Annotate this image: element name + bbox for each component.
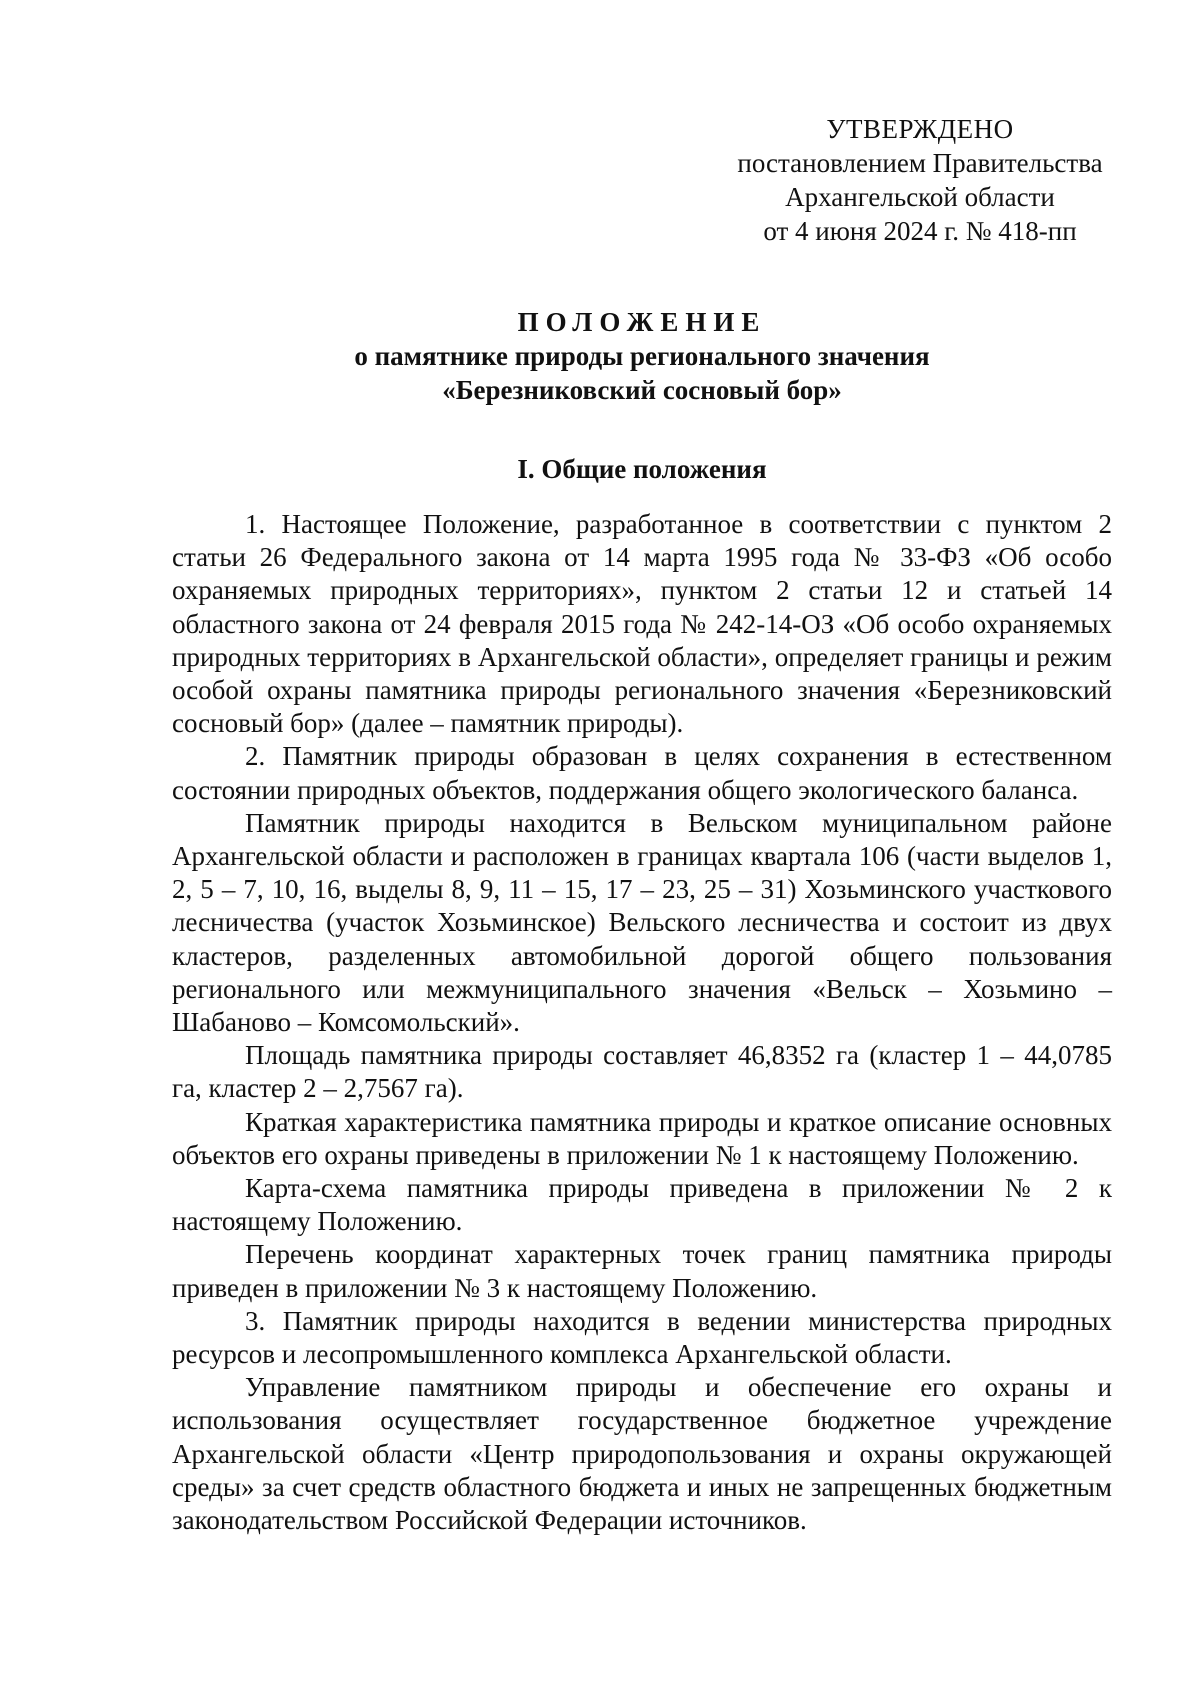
document-subtitle-1: о памятнике природы регионального значения: [354, 341, 930, 371]
paragraph: 2. Памятник природы образован в целях сохранения в естественном состоянии природных объектов, поддержания общего экологического баланса.: [172, 741, 1112, 805]
document-title: ПОЛОЖЕНИЕ: [517, 307, 767, 337]
paragraph: Площадь памятника природы составляет 46,8352 га (кластер 1 – 44,0785 га, кластер 2 – 2,7567 га).: [172, 1040, 1112, 1104]
document-title-block: [172, 305, 1112, 407]
paragraph: Памятник природы находится в Вельском муниципальном районе Архангельской области и расположен в границах квартала 106 (части выделов 1, 2, 5 – 7, 10, 16, выделы 8, 9, 11 – 15, 17 – 23, 25 – 31) Хозьминского участкового лесничества (участок Хозьминское) Вельского лесничества и состоит из двух кластеров, разделенных автомобильной дорогой общего пользования регионального или межмуниципального значения «Вельск – Хозьмино – Шабаново – Комсомольский».: [172, 807, 1112, 1038]
approval-line-3: от 4 июня 2024 г. № 418-пп: [763, 216, 1077, 246]
paragraph: Перечень координат характерных точек границ памятника природы приведен в приложении № 3 к настоящему Положению.: [172, 1239, 1112, 1303]
approval-line-1: постановлением Правительства: [737, 148, 1103, 178]
approval-stamp: УТВЕРЖДЕНО: [826, 114, 1014, 144]
paragraph: Карта-схема памятника природы приведена в приложении № 2 к настоящему Положению.: [172, 1173, 1112, 1237]
paragraph: 1. Настоящее Положение, разработанное в соответствии с пунктом 2 статьи 26 Федерального закона от 14 марта 1995 года № 33-ФЗ «Об особо охраняемых природных территориях», пунктом 2 статьи 12 и статьей 14 областного закона от 24 февраля 2015 года № 242-14-ОЗ «Об особо охраняемых природных территориях в Архангельской области», определяет границы и режим особой охраны памятника природы регионального значения «Березниковский сосновый бор» (далее – памятник природы).: [172, 509, 1112, 739]
paragraph: 3. Памятник природы находится в ведении министерства природных ресурсов и лесопромышленного комплекса Архангельской области.: [172, 1305, 1112, 1370]
paragraph: Управление памятником природы и обеспечение его охраны и использования осуществляет государственное бюджетное учреждение Архангельской области «Центр природопользования и охраны окружающей среды» за счет средств областного бюджета и иных не запрещенных бюджетным законодательством Российской Федерации источников.: [172, 1372, 1112, 1536]
paragraph: Краткая характеристика памятника природы и краткое описание основных объектов его охраны приведены в приложении № 1 к настоящему Положению.: [172, 1106, 1112, 1170]
approval-stamp-block: [700, 112, 1140, 248]
section-heading: I. Общие положения: [517, 454, 767, 484]
document-body: [172, 508, 1112, 1537]
approval-line-2: Архангельской области: [785, 182, 1055, 212]
document-subtitle-2: «Березниковский сосновый бор»: [442, 375, 842, 405]
